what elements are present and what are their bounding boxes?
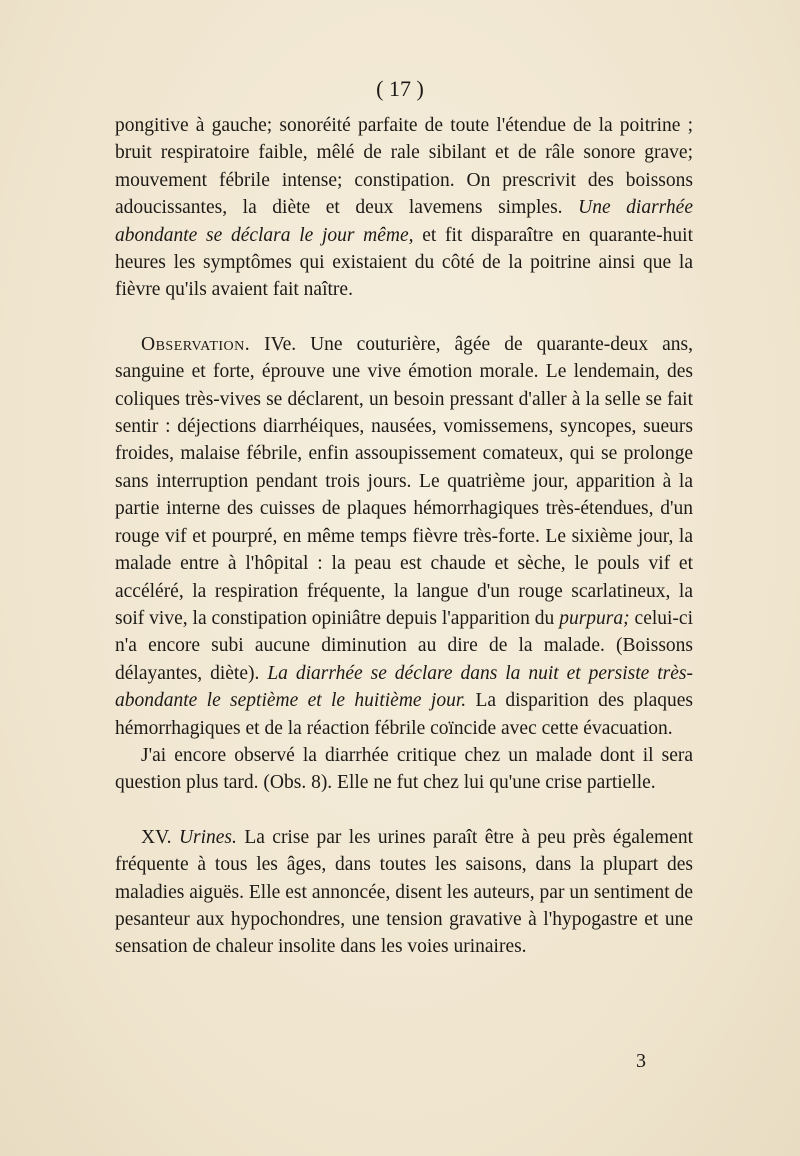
p4-text-1: La crise par les urines paraît être à peu près également fréquente à tous les âges, dans toutes les saisons, dans la plupart des maladies aiguës. Elle est annoncée, disent les auteurs, par un sentiment de pesanteur aux hypochondres, une tension gravative à l'hypogastre et une sensation de chaleur insolite dans les voies urinaires. <box>115 826 693 958</box>
paragraph-3 <box>115 742 693 797</box>
p2-italic-2: La diarrhée se déclare dans la nuit et persiste très-abondante le septième et le huitième jour. <box>115 662 693 712</box>
p2-italic-1: purpura; <box>559 607 630 629</box>
p1-text-1: pongitive à gauche; sonoréité parfaite de toute l'étendue de la poitrine ; bruit respiratoire faible, mêlé de rale sibilant et de râle sonore grave; mouvement fébrile intense; constipation. On prescrivit des boissons adoucissantes, la diète et deux lavemens simples. <box>115 115 693 219</box>
p2-text-2: celui-ci n'a encore subi aucune diminution au dire de la malade. (Boissons délayantes, diète). <box>115 607 693 684</box>
section-number: XV. <box>141 826 179 848</box>
paragraph-1 <box>115 112 693 304</box>
paragraph-2 <box>115 331 693 742</box>
p1-italic-1: Une diarrhée abondante se déclara le jour même, <box>115 197 693 246</box>
p2-text-3: La disparition des plaques hémorrhagiques et de la réaction fébrile coïncide avec cette évacuation. <box>115 690 693 739</box>
section-title: Urines. <box>178 826 237 848</box>
page-number: ( 17 ) <box>376 76 424 101</box>
signature-mark: 3 <box>636 1050 646 1072</box>
paragraph-4 <box>115 824 693 961</box>
p2-text-1: IVe. Une couturière, âgée de quarante-deux ans, sanguine et forte, éprouve une vive émotion morale. Le lendemain, des coliques très-vives se déclarent, un besoin pressant d'aller à la selle se fait sentir : déjections diarrhéiques, nausées, vomissemens, syncopes, sueurs froides, malaise fébrile, enfin assoupissement comateux, qui se prolonge sans interruption pendant trois jours. Le quatrième jour, apparition à la partie interne des cuisses de plaques hémorrhagiques très-étendues, d'un rouge vif et pourpré, en même temps fièvre très-forte. Le sixième jour, la malade entre à l'hôpital : la peau est chaude et sèche, le pouls vif et accéléré, la respiration fréquente, la langue d'un rouge scarlatineux, la soif vive, la constipation opiniâtre depuis l'apparition du <box>115 333 693 629</box>
body-text <box>115 112 693 961</box>
p3-text-1: J'ai encore observé la diarrhée critique chez un malade dont il sera question plus tard. (Obs. 8). Elle ne fut chez lui qu'une crise partielle. <box>115 744 693 794</box>
observation-label: Observation. <box>141 333 251 355</box>
p1-text-2: et fit disparaître en quarante-huit heures les symptômes qui existaient du côté de la poitrine ainsi que la fièvre qu'ils avaient fait naître. <box>115 224 693 301</box>
